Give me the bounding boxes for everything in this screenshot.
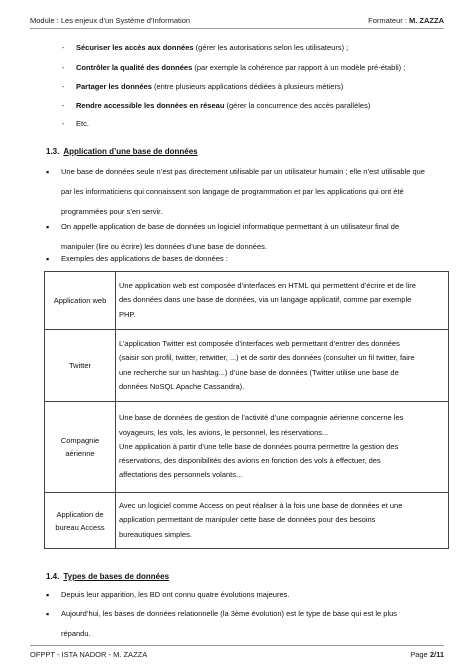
section-heading-1-3: 1.3. Application d’une base de données bbox=[46, 147, 198, 156]
table-cell-description: Une base de données de gestion de l’activité d’une compagnie aérienne concerne les voyageurs, les vols, les avions, le personnel, les réservations... Une application à partir d’une telle base de données pourra permettre la gestion des réservations, des disponibilités des avions en fonction des vols à effectuer, des affectations des personnels volants... bbox=[116, 402, 449, 493]
bullet-item: ▪ Aujourd’hui, les bases de données relationnelle (la 3ème évolution) est le type de base qui est le plus répandu. bbox=[46, 609, 398, 638]
table-cell-name: Twitter bbox=[45, 330, 116, 402]
footer-institution: OFPPT - ISTA NADOR - M. ZAZZA bbox=[30, 650, 148, 659]
table-cell-description: Avec un logiciel comme Access on peut réaliser à la fois une base de données et une application permettant de manipuler cette base de données pour des besoins bureautiques simples. bbox=[116, 493, 449, 549]
header-instructor: Formateur : M. ZAZZA bbox=[368, 16, 444, 25]
table-row bbox=[45, 330, 449, 402]
table-cell-name: Compagnie aérienne bbox=[45, 402, 116, 493]
table-cell-description: Une application web est composée d’interfaces en HTML qui permettent d’écrire et de lire des données dans une base de données, via un langage applicatif, comme par exemple PHP. bbox=[116, 272, 449, 330]
page-footer bbox=[30, 645, 444, 660]
table-row bbox=[45, 402, 449, 493]
table-cell-name: Application web bbox=[45, 272, 116, 330]
table-row bbox=[45, 493, 449, 549]
header-module-title: Module : Les enjeux d’un Système d’Information bbox=[30, 16, 191, 25]
footer-page-number: Page 2/11 bbox=[410, 650, 444, 659]
table-cell-description: L’application Twitter est composée d’interfaces web permettant d’entrer des données (saisir son profil, twitter, retwitter, ...) et de sortir des données (consulter un fil twitter, faire une recherche sur un hashtag...) d’une base de données (Twitter utilise une base de données NoSQL Apache Cassandra). bbox=[116, 330, 449, 402]
bullet-item: ▪ Exemples des applications de bases de données : bbox=[46, 254, 228, 264]
section-heading-1-4: 1.4. Types de bases de données bbox=[46, 572, 170, 581]
bullet-item: ▪ Depuis leur apparition, les BD ont connu quatre évolutions majeures. bbox=[46, 590, 290, 600]
applications-table bbox=[44, 271, 449, 549]
bullet-item: ▪ On appelle application de base de données un logiciel informatique permettant à un utilisateur final de manipuler (lire ou écrire) les données d’une base de données. bbox=[46, 222, 400, 251]
table-row bbox=[45, 272, 449, 330]
bullet-item: ▪ Une base de données seule n’est pas directement utilisable par un utilisateur humain ; elle n’est utilisable que par les informaticiens qui connaissent son langage de programmation et par les applications qui ont été programmées pour s’en servir. bbox=[46, 167, 425, 216]
page-header bbox=[30, 14, 444, 29]
table-cell-name: Application de bureau Access bbox=[45, 493, 116, 549]
document-page: Module : Les enjeux d’un Système d’Information Formateur : M. ZAZZA - Sécuriser les accès aux données (gérer les autorisations selon les utilisateurs) ; - Contrôler la qualité des données (par exemple la cohérence par rapport à un modèle pré-établi) ; - Partager les données (entre plusieurs applications dédiées à plusieurs métiers) - Rendre accessible les données en réseau (gérer la concurrence des accès parallèles) - Etc. 1.3. Application d’une base de données ▪ Une base de données seule n’est pas directement utilisable par un utilisateur humain ; elle n’est utilisable que par les informaticiens qui connaissent son langage de programmation et par les applications qui ont été programmées pour s’en servir. ▪ On appelle application de base de données un logiciel informatique permettant à un utilisateur final de manipuler (lire ou écrire) les données d’une base de données. ▪ Exemples des applications de bases de données : Application web Une application web est composée d’interfaces en HTML qui permettent d’écrire et de lire des données dans une base de données, via un langage applicatif, comme par exemple PHP. Twitter L’application Twitter est composée d’interfaces web permettant d’entrer des données (saisir son profil, twitter, retwitter, ...) et de sortir des données (consulter un fil twitter, faire une recherche sur un hashtag...) d’une base de données (Twitter utilise une base de données NoSQL Apache Cassandra). Compagnie aérienne Une base de données de gestion de l’activité d’une compagnie aérienne concerne les voyageurs, les vols, les avions, le personnel, les réservations... Une application à partir d’une telle base de données pourra permettre la gestion des réservations, des disponibilités des avions en fonction des vols à effectuer, des affectations des personnels volants... Application de bureau Access Avec un logiciel comme Access on peut réaliser à la fois une base de données et une application permettant de manipuler cette base de données pour des besoins bureautiques simples. 1.4. Types de bases de données ▪ Depuis leur apparition, les BD ont connu quatre évolutions majeures. ▪ Aujourd’hui, les bases de données relationnelle (la 3ème évolution) est le type de base qui est le plus répandu. OFPPT - ISTA NADOR - M. ZAZZA Page 2/11 bbox=[0, 0, 474, 670]
